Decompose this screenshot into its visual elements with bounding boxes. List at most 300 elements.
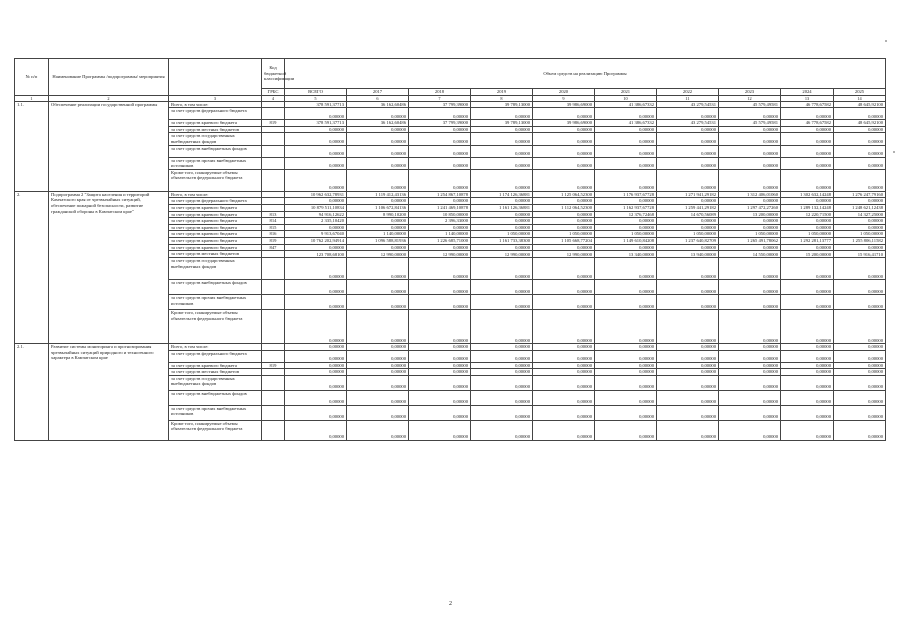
year-amount: 0,00000 [657,198,719,205]
total-amount: 9 913,67040 [285,231,347,238]
year-amount: 0,00000 [719,310,781,344]
year-amount: 0,00000 [719,169,781,191]
scan-speck [893,151,895,153]
year-amount: 0,00000 [595,133,657,145]
year-amount: 0,00000 [781,244,834,251]
total-amount: 0,00000 [285,344,347,351]
funding-source: за счет средств краевого бюджета [169,231,262,238]
year-amount: 0,00000 [657,375,719,390]
year-amount: 0,00000 [347,133,409,145]
total-amount: 10 879 511,10834 [285,204,347,211]
funding-source: за счет средств внебюджетных фондов [169,145,262,157]
year-amount: 1 241 469,10878 [409,204,471,211]
year-amount: 39 986,69000 [533,120,595,127]
year-amount: 0,00000 [719,126,781,133]
item-number: 1.1. [15,101,49,191]
year-amount: 0,00000 [409,280,471,295]
year-amount: 0,00000 [347,244,409,251]
funding-source: Всего, в том числе: [169,101,262,108]
funding-source: Всего, в том числе: [169,191,262,198]
budget-code: 819 [262,237,285,244]
year-amount: 1 050,00000 [595,231,657,238]
year-amount: 0,00000 [533,126,595,133]
year-amount: 0,00000 [409,405,471,420]
year-amount: 0,00000 [471,198,533,205]
budget-code: 815 [262,224,285,231]
funding-source: за счет средств государственных внебюджетных фондов [169,133,262,145]
year-amount: 0,00000 [657,362,719,369]
year-amount: 0,00000 [781,224,834,231]
year-amount: 0,00000 [834,405,886,420]
year-amount: 0,00000 [781,133,834,145]
column-index: 13 [781,95,834,101]
year-amount: 1 149 610,84208 [595,237,657,244]
year-amount: 0,00000 [533,390,595,405]
year-amount: 1 050,00000 [719,231,781,238]
year-amount: 0,00000 [595,126,657,133]
year-amount: 0,00000 [347,157,409,169]
budget-code [262,169,285,191]
budget-code: 819 [262,362,285,369]
funding-source: за счет средств краевого бюджета [169,244,262,251]
header-code: Код бюджетной классификации [262,59,285,89]
year-amount: 0,00000 [533,295,595,310]
total-amount: 0,00000 [285,126,347,133]
year-amount: 0,00000 [471,126,533,133]
year-amount: 46 778,67582 [781,101,834,108]
year-amount: 0,00000 [781,375,834,390]
year-amount: 0,00000 [347,126,409,133]
year-amount: 0,00000 [719,133,781,145]
year-amount: 0,00000 [471,145,533,157]
year-amount: 0,00000 [595,198,657,205]
year-amount: 0,00000 [595,145,657,157]
header-number: № п/п [15,59,49,96]
year-amount: 0,00000 [834,198,886,205]
year-amount: 0,00000 [347,390,409,405]
year-amount: 0,00000 [595,344,657,351]
year-amount: 0,00000 [471,224,533,231]
year-amount: 1 112 064,52300 [533,204,595,211]
year-amount: 0,00000 [409,224,471,231]
budget-code [262,145,285,157]
funding-source: за счет средств государственных внебюджетных фондов [169,258,262,280]
year-amount: 0,00000 [781,295,834,310]
year-amount: 0,00000 [834,224,886,231]
year-amount: 1 289 132,14248 [781,204,834,211]
year-amount: 0,00000 [471,390,533,405]
year-amount: 0,00000 [657,108,719,120]
year-amount: 0,00000 [657,344,719,351]
year-amount: 0,00000 [409,145,471,157]
year-amount: 1 050,00000 [834,231,886,238]
year-amount: 1 254 867,10878 [409,191,471,198]
year-amount: 0,00000 [657,350,719,362]
funding-source: Кроме того, планируемые объемы обязательств федерального бюджета [169,420,262,440]
year-amount: 0,00000 [834,218,886,225]
year-amount: 0,00000 [781,369,834,376]
year-amount: 0,00000 [595,310,657,344]
year-amount: 0,00000 [595,369,657,376]
year-amount: 41 386,67332 [595,120,657,127]
year-amount: 0,00000 [471,211,533,218]
year-amount: 0,00000 [533,169,595,191]
year-amount: 0,00000 [533,280,595,295]
year-amount: 1 259 441,29182 [657,204,719,211]
column-index: 12 [719,95,781,101]
year-amount: 0,00000 [533,420,595,440]
total-amount: 0,00000 [285,310,347,344]
year-amount: 0,00000 [409,169,471,191]
year-amount: 0,00000 [471,420,533,440]
year-amount: 0,00000 [834,375,886,390]
year-amount: 0,00000 [657,145,719,157]
year-amount: 0,00000 [834,344,886,351]
year-amount: 48 645,92100 [834,101,886,108]
year-amount: 48 645,92100 [834,120,886,127]
total-amount: 0,00000 [285,157,347,169]
year-amount: 0,00000 [719,375,781,390]
year-amount: 1 174 126,36881 [471,191,533,198]
year-amount: 0,00000 [719,108,781,120]
year-amount: 0,00000 [719,280,781,295]
header-blank [169,59,262,96]
table-row [15,344,886,351]
year-amount: 1 050,00000 [657,231,719,238]
year-amount: 0,00000 [595,362,657,369]
year-amount: 0,00000 [781,145,834,157]
year-amount: 1 106 672,84136 [347,204,409,211]
year-amount: 8 990,10200 [347,211,409,218]
year-amount: 0,00000 [409,390,471,405]
total-amount: 0,00000 [285,258,347,280]
year-amount: 1 125 064,52300 [533,191,595,198]
year-amount: 0,00000 [657,405,719,420]
funding-source: за счет средств краевого бюджета [169,204,262,211]
program-funding-table [14,58,886,441]
year-amount: 46 778,67582 [781,120,834,127]
year-amount: 0,00000 [471,108,533,120]
program-funding-sheet [14,58,886,494]
year-amount: 0,00000 [719,420,781,440]
year-amount: 0,00000 [347,258,409,280]
header-year: 2022 [657,89,719,96]
year-amount: 1 096 588,81936 [347,237,409,244]
funding-source: за счет средств внебюджетных фондов [169,390,262,405]
total-amount: 0,00000 [285,369,347,376]
funding-source: Кроме того, планируемые объемы обязательств федерального бюджета [169,169,262,191]
header-year: 2020 [533,89,595,96]
header-year: 2025 [834,89,886,96]
year-amount: 2 396,33000 [409,218,471,225]
total-amount: 0,00000 [285,295,347,310]
total-amount: 0,00000 [285,350,347,362]
year-amount: 0,00000 [409,362,471,369]
budget-code [262,204,285,211]
funding-source: за счет средств федерального бюджета [169,198,262,205]
year-amount: 0,00000 [471,344,533,351]
column-index: 10 [595,95,657,101]
year-amount: 0,00000 [409,258,471,280]
total-amount: 0,00000 [285,145,347,157]
budget-code [262,126,285,133]
year-amount: 0,00000 [533,198,595,205]
total-amount: 0,00000 [285,405,347,420]
year-amount: 0,00000 [471,375,533,390]
year-amount: 0,00000 [781,420,834,440]
year-amount: 0,00000 [471,369,533,376]
budget-code [262,108,285,120]
year-amount: 0,00000 [533,218,595,225]
year-amount: 0,00000 [347,295,409,310]
year-amount: 14 550,00000 [719,251,781,258]
year-amount: 1 276 247,79160 [834,191,886,198]
year-amount: 0,00000 [347,362,409,369]
year-amount: 0,00000 [471,169,533,191]
total-amount: 378 591,37713 [285,120,347,127]
budget-code [262,350,285,362]
budget-code [262,344,285,351]
year-amount: 0,00000 [347,169,409,191]
year-amount: 0,00000 [533,362,595,369]
year-amount: 1 292 281,13777 [781,237,834,244]
year-amount: 0,00000 [719,350,781,362]
year-amount: 0,00000 [719,218,781,225]
year-amount: 0,00000 [781,108,834,120]
year-amount: 0,00000 [533,405,595,420]
year-amount: 0,00000 [657,133,719,145]
year-amount: 1 302 632,14248 [781,191,834,198]
year-amount: 0,00000 [834,295,886,310]
year-amount: 0,00000 [595,224,657,231]
budget-code [262,133,285,145]
year-amount: 1 226 685,71000 [409,237,471,244]
year-amount: 0,00000 [719,362,781,369]
year-amount: 39 986,69000 [533,101,595,108]
header-year: 2017 [347,89,409,96]
year-amount: 0,00000 [834,350,886,362]
budget-code: 814 [262,218,285,225]
total-amount: 10 962 632,78931 [285,191,347,198]
year-amount: 0,00000 [409,420,471,440]
scan-speck [885,40,887,42]
year-amount: 0,00000 [409,244,471,251]
year-amount: 0,00000 [719,390,781,405]
year-amount: 0,00000 [471,405,533,420]
year-amount: 0,00000 [533,224,595,231]
funding-source: за счет средств краевого бюджета [169,224,262,231]
funding-source: Всего, в том числе: [169,344,262,351]
column-index: 11 [657,95,719,101]
year-amount: 13 940,00000 [657,251,719,258]
year-amount: 1 050,00000 [533,231,595,238]
year-amount: 0,00000 [719,224,781,231]
year-amount: 0,00000 [347,280,409,295]
year-amount: 0,00000 [347,405,409,420]
year-amount: 0,00000 [409,369,471,376]
total-amount: 0,00000 [285,420,347,440]
year-amount: 0,00000 [657,295,719,310]
year-amount: 0,00000 [595,169,657,191]
budget-code [262,310,285,344]
budget-code: 819 [262,120,285,127]
year-amount: 0,00000 [657,126,719,133]
year-amount: 12 990,00000 [347,251,409,258]
year-amount: 0,00000 [781,258,834,280]
year-amount: 0,00000 [347,145,409,157]
year-amount: 0,00000 [834,108,886,120]
year-amount: 1 265 491,78062 [719,237,781,244]
year-amount: 1 312 406,01060 [719,191,781,198]
year-amount: 0,00000 [533,145,595,157]
funding-source: за счет средств внебюджетных фондов [169,280,262,295]
year-amount: 0,00000 [533,211,595,218]
year-amount: 0,00000 [533,244,595,251]
year-amount: 1 248 621,12438 [834,204,886,211]
year-amount: 1 162 937,67728 [595,204,657,211]
year-amount: 0,00000 [834,280,886,295]
total-amount: 0,00000 [285,244,347,251]
budget-code: 816 [262,231,285,238]
column-index: 6 [347,95,409,101]
funding-source: за счет средств краевого бюджета [169,237,262,244]
year-amount: 0,00000 [347,218,409,225]
year-amount: 0,00000 [719,198,781,205]
year-amount: 0,00000 [409,344,471,351]
year-amount: 0,00000 [719,405,781,420]
year-amount: 0,00000 [409,350,471,362]
year-amount: 0,00000 [409,108,471,120]
funding-source: за счет средств прочих внебюджетных источников [169,157,262,169]
total-amount: 2 335,10420 [285,218,347,225]
header-name: Наименование Программы /подпрограммы/ мероприятия [49,59,169,96]
year-amount: 0,00000 [781,362,834,369]
header-year: 2024 [781,89,834,96]
year-amount: 39 789,13000 [471,101,533,108]
funding-source: за счет средств федерального бюджета [169,350,262,362]
header-total: ВСЕГО [285,89,347,96]
budget-code [262,405,285,420]
year-amount: 0,00000 [781,310,834,344]
year-amount: 1 050,00000 [471,231,533,238]
year-amount: 36 162,60486 [347,101,409,108]
total-amount: 0,00000 [285,169,347,191]
year-amount: 37 799,39000 [409,120,471,127]
year-amount: 0,00000 [595,157,657,169]
total-amount: 0,00000 [285,198,347,205]
year-amount: 12 990,00000 [471,251,533,258]
year-amount: 13 200,00000 [719,211,781,218]
funding-source: за счет средств государственных внебюджетных фондов [169,375,262,390]
budget-code [262,369,285,376]
year-amount: 0,00000 [471,157,533,169]
funding-source: за счет средств краевого бюджета [169,120,262,127]
year-amount: 1 237 640,82709 [657,237,719,244]
funding-source: за счет средств краевого бюджета [169,211,262,218]
header-grbs: ГРБС [262,89,285,96]
year-amount: 0,00000 [834,133,886,145]
year-amount: 0,00000 [834,126,886,133]
funding-source: Кроме того, планируемые объемы обязательств федерального бюджета [169,310,262,344]
total-amount: 123 708,68100 [285,251,347,258]
year-amount: 1 050,00000 [781,231,834,238]
page-number: 2 [449,601,452,607]
item-name: Развитие системы мониторинга и прогнозирования чрезвычайных ситуаций природного и техногенного характера в Камчатском крае [49,344,169,441]
year-amount: 0,00000 [533,344,595,351]
year-amount: 0,00000 [834,145,886,157]
year-amount: 0,00000 [595,295,657,310]
year-amount: 0,00000 [533,375,595,390]
budget-code [262,375,285,390]
year-amount: 0,00000 [781,405,834,420]
total-amount: 0,00000 [285,133,347,145]
column-index: 8 [471,95,533,101]
year-amount: 0,00000 [719,369,781,376]
year-amount: 0,00000 [657,244,719,251]
year-amount: 0,00000 [533,369,595,376]
item-name: Подпрограмма 2 "Защита населения и территорий Камчатского края от чрезвычайных ситуаций, обеспечение пожарной безопасности, развитие гражданской обороны в Камчатском крае" [49,191,169,343]
column-index: 1 [15,95,49,101]
item-number: 2.1. [15,344,49,441]
year-amount: 12 990,00000 [409,251,471,258]
year-amount: 0,00000 [595,258,657,280]
year-amount: 0,00000 [471,362,533,369]
year-amount: 0,00000 [595,375,657,390]
year-amount: 45 579,49581 [719,120,781,127]
year-amount: 12 220,71500 [781,211,834,218]
budget-code [262,420,285,440]
year-amount: 0,00000 [657,224,719,231]
year-amount: 0,00000 [595,218,657,225]
year-amount: 1 271 941,29182 [657,191,719,198]
funding-source: за счет средств прочих внебюджетных источников [169,405,262,420]
year-amount: 0,00000 [595,405,657,420]
year-amount: 0,00000 [347,198,409,205]
funding-source: за счет средств краевого бюджета [169,218,262,225]
funding-source: за счет средств местных бюджетов [169,251,262,258]
header-volume: Объем средств на реализацию Программы [285,59,886,89]
year-amount: 1 176 937,67728 [595,191,657,198]
total-amount: 0,00000 [285,390,347,405]
year-amount: 0,00000 [409,198,471,205]
table-row [15,191,886,198]
year-amount: 0,00000 [347,344,409,351]
total-amount: 0,00000 [285,108,347,120]
year-amount: 0,00000 [347,420,409,440]
year-amount: 0,00000 [471,295,533,310]
year-amount: 0,00000 [347,310,409,344]
column-index: 7 [409,95,471,101]
year-amount: 12 376,72468 [595,211,657,218]
year-amount: 0,00000 [781,344,834,351]
year-amount: 0,00000 [657,369,719,376]
year-amount: 0,00000 [719,244,781,251]
year-amount: 1 140,00000 [347,231,409,238]
year-amount: 0,00000 [834,157,886,169]
year-amount: 0,00000 [781,350,834,362]
total-amount: 94 916,12622 [285,211,347,218]
funding-source: за счет средств местных бюджетов [169,126,262,133]
year-amount: 0,00000 [719,157,781,169]
year-amount: 0,00000 [347,224,409,231]
year-amount: 0,00000 [657,390,719,405]
year-amount: 1 297 472,27260 [719,204,781,211]
table-row [15,101,886,108]
column-index: 5 [285,95,347,101]
funding-source: за счет средств краевого бюджета [169,362,262,369]
year-amount: 0,00000 [409,157,471,169]
year-amount: 0,00000 [657,218,719,225]
